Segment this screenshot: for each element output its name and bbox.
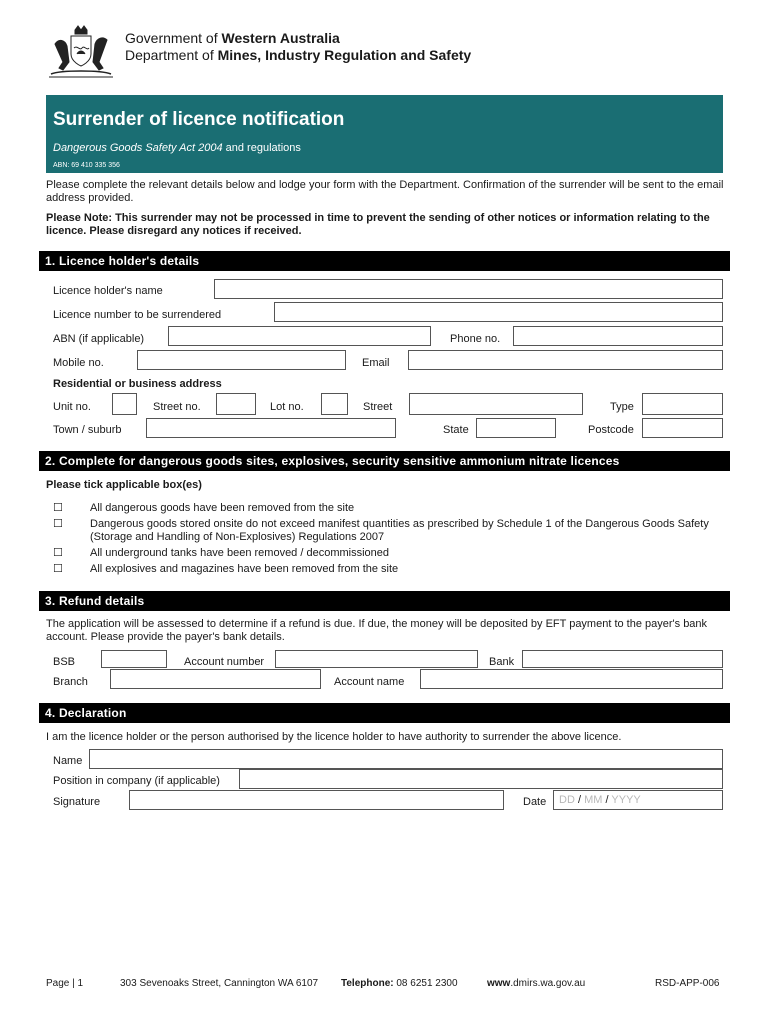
abn-field[interactable] xyxy=(168,326,431,346)
street-field[interactable] xyxy=(409,393,583,415)
licence-holder-name-field[interactable] xyxy=(214,279,723,299)
branch-label: Branch xyxy=(53,676,88,688)
gov-bold: Western Australia xyxy=(221,30,340,46)
form-title: Surrender of licence notification xyxy=(53,109,345,130)
footer-web-rest: .dmirs.wa.gov.au xyxy=(510,978,586,989)
act-name: Dangerous Goods Safety Act 2004 xyxy=(53,142,223,154)
act-reference xyxy=(53,142,301,155)
type-label: Type xyxy=(610,401,634,413)
email-field[interactable] xyxy=(408,350,723,370)
licence-number-label: Licence number to be surrendered xyxy=(53,309,222,321)
unit-no-label: Unit no. xyxy=(53,401,91,413)
town-suburb-field[interactable] xyxy=(146,418,396,438)
town-suburb-label: Town / suburb xyxy=(53,424,122,436)
intro-paragraph: Please complete the relevant details below and lodge your form with the Department. Confirmation of the surrender will be sent to the email address provided. xyxy=(46,179,724,204)
section-1-heading: 1. Licence holder's details xyxy=(39,251,730,271)
street-type-field[interactable] xyxy=(642,393,723,415)
date-placeholder xyxy=(559,794,641,807)
item-goods-removed: All dangerous goods have been removed from the site xyxy=(90,502,355,514)
abn-label: ABN (if applicable) xyxy=(53,333,145,345)
address-heading: Residential or business address xyxy=(53,378,222,390)
lot-no-field[interactable] xyxy=(321,393,348,415)
phone-field[interactable] xyxy=(513,326,723,346)
street-no-label: Street no. xyxy=(153,401,201,413)
date-sep-2: / xyxy=(605,794,609,806)
postcode-label: Postcode xyxy=(588,424,634,436)
act-rest: and regulations xyxy=(222,142,301,154)
account-number-field[interactable] xyxy=(275,650,478,668)
unit-no-field[interactable] xyxy=(112,393,137,415)
footer-web-bold: www xyxy=(487,978,511,989)
title-banner xyxy=(46,95,723,173)
declarant-name-label: Name xyxy=(53,755,83,767)
item-explosives-removed: All explosives and magazines have been removed from the site xyxy=(90,563,399,575)
footer-address: 303 Sevenoaks Street, Cannington WA 6107 xyxy=(120,978,319,989)
footer-telephone xyxy=(341,978,458,990)
section-2-heading: 2. Complete for dangerous goods sites, explosives, security sensitive ammonium nitrate licences xyxy=(39,451,730,471)
department-name xyxy=(125,47,471,63)
dept-prefix: Department of xyxy=(125,47,218,63)
date-yyyy: YYYY xyxy=(611,794,641,806)
postcode-field[interactable] xyxy=(642,418,723,438)
bsb-label: BSB xyxy=(53,656,76,668)
date-mm: MM xyxy=(584,794,603,806)
declaration-paragraph: I am the licence holder or the person authorised by the licence holder to have authority to surrender the above licence. xyxy=(46,731,622,743)
signature-label: Signature xyxy=(53,796,101,808)
date-label: Date xyxy=(523,796,547,808)
state-field[interactable] xyxy=(476,418,556,438)
government-name xyxy=(125,30,340,46)
bank-field[interactable] xyxy=(522,650,723,668)
footer-website-link[interactable] xyxy=(487,978,585,990)
checkbox-manifest-quantities[interactable]: ☐ xyxy=(53,518,63,530)
date-sep-1: / xyxy=(577,794,582,806)
mobile-label: Mobile no. xyxy=(53,357,104,369)
footer-form-code: RSD-APP-006 xyxy=(655,978,720,989)
section-4-heading: 4. Declaration xyxy=(39,703,730,723)
item-manifest-quantities: Dangerous goods stored onsite do not exceed manifest quantities as prescribed by Schedule 1 of the Dangerous Goods Safety (Storage and Handling of Non-Explosives) Regulations 2007 xyxy=(90,518,709,543)
licence-holder-name-label: Licence holder's name xyxy=(53,285,163,297)
wa-coat-of-arms-logo xyxy=(45,24,117,80)
email-label: Email xyxy=(362,357,390,369)
bsb-field[interactable] xyxy=(101,650,167,668)
checkbox-goods-removed[interactable]: ☐ xyxy=(53,502,63,514)
abn-number: ABN: 69 410 335 356 xyxy=(53,162,120,169)
street-no-field[interactable] xyxy=(216,393,256,415)
gov-prefix: Government of xyxy=(125,30,222,46)
declarant-name-field[interactable] xyxy=(89,749,723,769)
signature-field[interactable] xyxy=(129,790,504,810)
dept-bold: Mines, Industry Regulation and Safety xyxy=(217,47,472,63)
account-name-field[interactable] xyxy=(420,669,723,689)
date-dd: DD xyxy=(559,794,575,806)
state-label: State xyxy=(443,424,469,436)
date-field[interactable] xyxy=(553,790,723,810)
account-number-label: Account number xyxy=(184,656,265,668)
account-name-label: Account name xyxy=(334,676,405,688)
tick-instruction: Please tick applicable box(es) xyxy=(46,479,202,491)
branch-field[interactable] xyxy=(110,669,321,689)
checkbox-explosives-removed[interactable]: ☐ xyxy=(53,563,63,575)
checkbox-tanks-removed[interactable]: ☐ xyxy=(53,547,63,559)
position-field[interactable] xyxy=(239,769,723,789)
mobile-field[interactable] xyxy=(137,350,346,370)
lot-no-label: Lot no. xyxy=(270,401,304,413)
street-label: Street xyxy=(363,401,393,413)
footer-page-number: Page | 1 xyxy=(46,978,84,989)
bank-label: Bank xyxy=(489,656,515,668)
item-tanks-removed: All underground tanks have been removed / decommissioned xyxy=(90,547,390,559)
refund-paragraph: The application will be assessed to determine if a refund is due. If due, the money will be deposited by EFT payment to the payer's bank account. Please provide the payer's bank details. xyxy=(46,618,708,643)
footer-tel-label: Telephone: xyxy=(341,978,394,989)
intro-note: Please Note: This surrender may not be processed in time to prevent the sending of other notices or information relating to the licence. Please disregard any notices if received. xyxy=(46,212,710,237)
section-3-heading: 3. Refund details xyxy=(39,591,730,611)
footer-tel-value: 08 6251 2300 xyxy=(393,978,458,989)
phone-label: Phone no. xyxy=(450,333,501,345)
position-label: Position in company (if applicable) xyxy=(53,775,220,787)
licence-number-field[interactable] xyxy=(274,302,723,322)
